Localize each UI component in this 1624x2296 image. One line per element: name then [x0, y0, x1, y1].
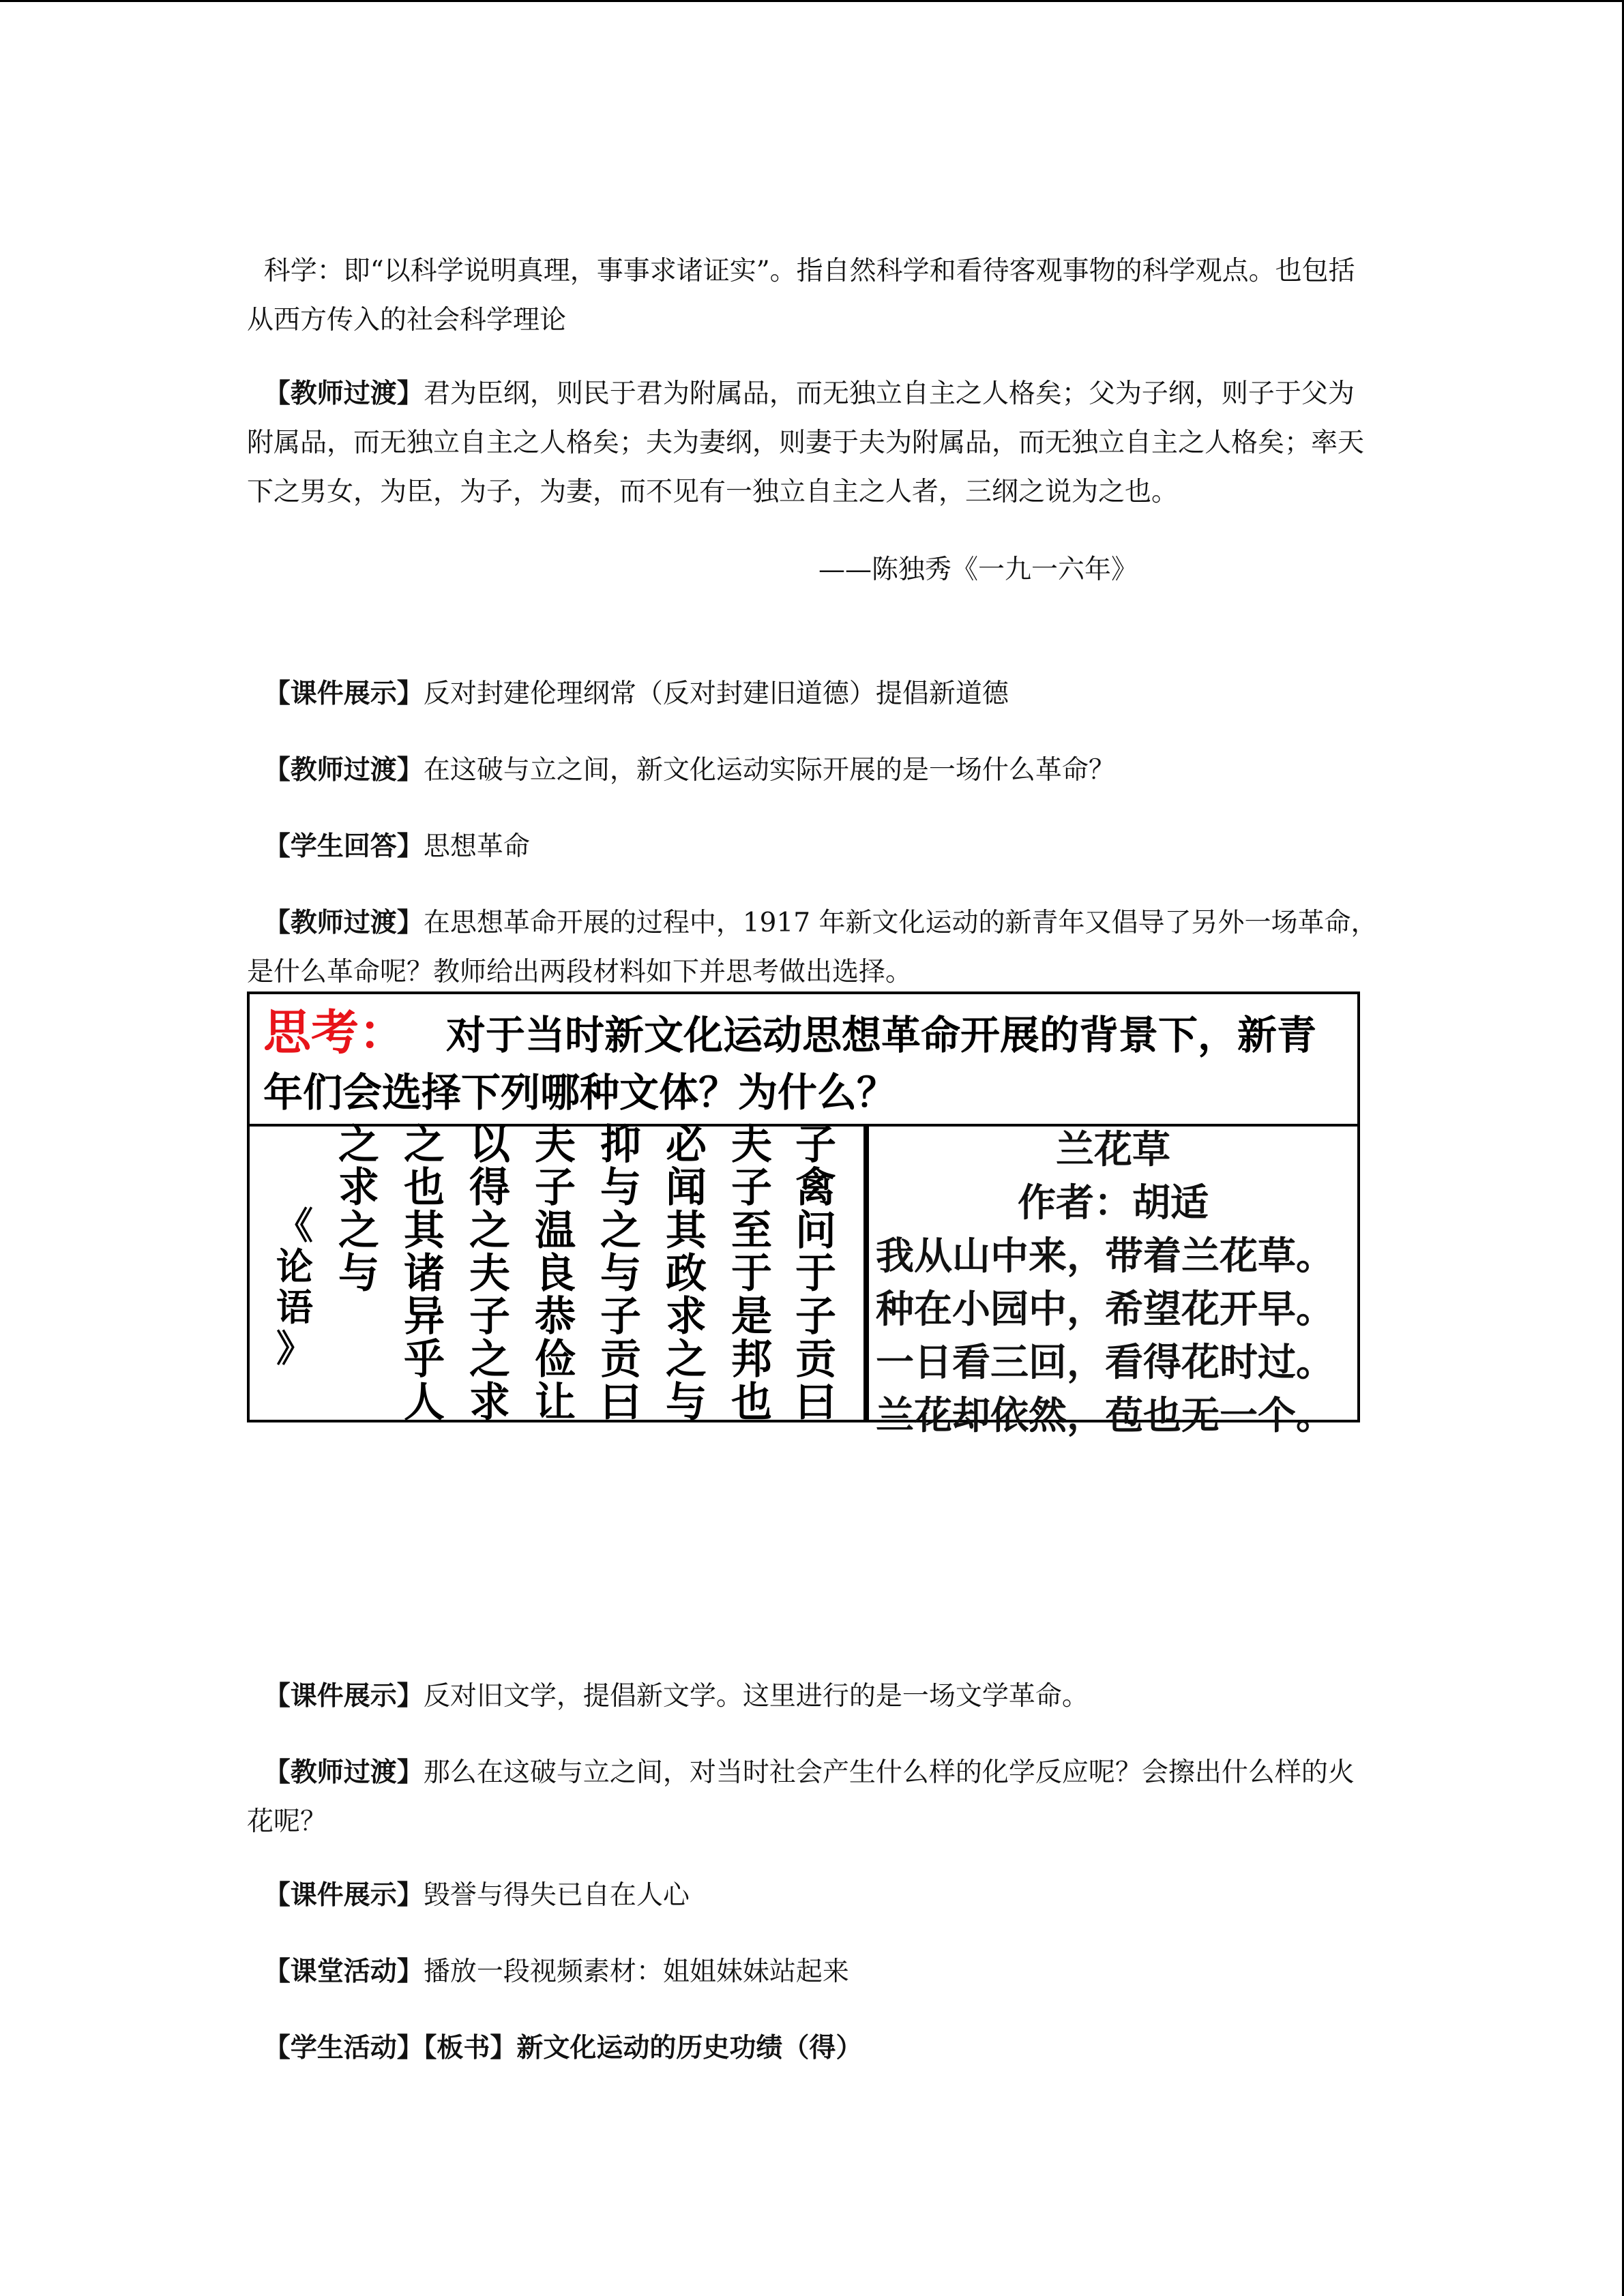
- figure-divider: [863, 1124, 869, 1420]
- teacher-transition-paragraph: [247, 850, 1379, 997]
- vertical-char: 》: [276, 1327, 313, 1370]
- paragraph-text: 反对旧文学，提倡新文学。这里进行的是一场文学革命。: [423, 1681, 1089, 1712]
- paragraph-text: 毁誉与得失已自在人心: [423, 1880, 690, 1911]
- vertical-char: 子: [535, 1164, 576, 1212]
- figure-question-header: [250, 994, 1357, 1127]
- poem-line: 兰花却依然，苞也无一个。: [876, 1394, 1334, 1438]
- lunyu-column: [457, 1121, 522, 1427]
- vertical-char: 其: [666, 1207, 707, 1255]
- paragraph-tag: 【教师过渡】: [263, 908, 424, 938]
- lunyu-column-text: [326, 1121, 392, 1298]
- poem-author: 作者：胡适: [1018, 1181, 1209, 1225]
- lunyu-column-text: [588, 1121, 653, 1427]
- lunyu-column-text: [719, 1121, 784, 1427]
- thinking-figure: [247, 992, 1360, 1438]
- board-heading: 新文化运动的历史功绩（得）: [516, 2033, 863, 2063]
- vertical-char: 夫: [469, 1250, 510, 1298]
- vertical-char: 论: [276, 1245, 313, 1288]
- vertical-char: 子: [795, 1293, 836, 1341]
- vertical-char: 子: [600, 1293, 641, 1341]
- vertical-char: 之: [404, 1121, 445, 1169]
- poem-title: 兰花草: [1056, 1128, 1170, 1172]
- vertical-char: 求: [469, 1379, 510, 1427]
- vertical-char: 之: [338, 1121, 379, 1169]
- lunyu-column: [588, 1121, 653, 1427]
- vertical-char: 人: [404, 1379, 445, 1427]
- vertical-char: 于: [731, 1250, 772, 1298]
- orchid-poem: [869, 1124, 1357, 1438]
- poem-line: 种在小园中，希望花开早。: [876, 1287, 1334, 1332]
- vertical-char: 夫: [731, 1121, 772, 1169]
- lunyu-source-column: [262, 1206, 327, 1369]
- vertical-char: 曰: [600, 1379, 641, 1427]
- paragraph-tag: 【课件展示】: [263, 1681, 424, 1712]
- vertical-char: 之: [600, 1207, 641, 1255]
- lunyu-column: [392, 1121, 457, 1427]
- poem-line: 我从山中来，带着兰花草。: [876, 1234, 1334, 1279]
- vertical-char: 之: [469, 1207, 510, 1255]
- paragraph-tag: 【学生回答】: [263, 831, 424, 862]
- vertical-char: 《: [276, 1204, 313, 1247]
- vertical-char: 是: [731, 1293, 772, 1341]
- paragraph-text: 那么在这破与立之间，对当时社会产生什么样的化学反应呢？会擦出什么样的火花呢？: [247, 1757, 1355, 1837]
- vertical-char: 求: [338, 1164, 379, 1212]
- vertical-char: 子: [731, 1164, 772, 1212]
- lunyu-column: [653, 1121, 719, 1427]
- lunyu-column: [783, 1121, 848, 1427]
- poem-line: 一日看三回，看得花时过。: [876, 1341, 1334, 1385]
- paragraph-text: 君为臣纲，则民于君为附属品，而无独立自主之人格矣；父为子纲，则子于父为附属品，而无独立自主之人格矣；夫为妻纲，则妻于夫为附属品，而无独立自主之人格矣；率天下之男女，为臣，为子，为妻，而不见有一独立自主之人者，三纲之说为之也。: [247, 378, 1365, 507]
- paragraph-text: 播放一段视频素材：姐姐妹妹站起来: [423, 1956, 849, 1987]
- vertical-char: 俭: [535, 1336, 576, 1384]
- vertical-char: 闻: [666, 1164, 707, 1212]
- vertical-char: 与: [600, 1164, 641, 1212]
- paragraph-tag: 【教师过渡】: [263, 755, 424, 786]
- vertical-char: 曰: [795, 1379, 836, 1427]
- vertical-char: 以: [469, 1121, 510, 1169]
- vertical-char: 异: [404, 1293, 445, 1341]
- lunyu-column: [719, 1121, 784, 1427]
- vertical-char: 语: [276, 1286, 313, 1329]
- vertical-char: 之: [666, 1336, 707, 1384]
- figure-question: 对于当时新文化运动思想革命开展的背景下，新青年们会选择下列哪种文体？为什么？: [263, 1012, 1317, 1116]
- vertical-char: 至: [731, 1207, 772, 1255]
- vertical-char: 之: [469, 1336, 510, 1384]
- paragraph-tag: 【教师过渡】: [263, 1757, 424, 1788]
- vertical-char: 贡: [795, 1336, 836, 1384]
- vertical-char: 良: [535, 1250, 576, 1298]
- vertical-char: 之: [338, 1207, 379, 1255]
- vertical-char: 与: [666, 1379, 707, 1427]
- vertical-char: 也: [404, 1164, 445, 1212]
- vertical-char: 恭: [535, 1293, 576, 1341]
- vertical-char: 夫: [535, 1121, 576, 1169]
- vertical-char: 求: [666, 1293, 707, 1341]
- paragraph-tag: 【学生活动】: [263, 2033, 424, 2063]
- vertical-char: 贡: [600, 1336, 641, 1384]
- paragraph-text: 在思想革命开展的过程中，1917 年新文化运动的新青年又倡导了另外一场革命，是什么革命呢？教师给出两段材料如下并思考做出选择。: [247, 908, 1378, 987]
- paragraph-text: 在这破与立之间，新文化运动实际开展的是一场什么革命？: [423, 755, 1115, 786]
- paragraph-text: 思想革命: [423, 831, 530, 862]
- vertical-char: 温: [535, 1207, 576, 1255]
- teacher-transition-paragraph: [247, 320, 1379, 517]
- page-top-border: [0, 0, 1624, 2]
- lunyu-excerpt: [250, 1121, 863, 1427]
- lunyu-column-text: [522, 1121, 588, 1427]
- paragraph-tag: 【课堂活动】: [263, 1956, 424, 1987]
- quote-source: ——陈独秀《一九一六年》: [818, 554, 1138, 585]
- lunyu-column-text: [653, 1121, 719, 1427]
- vertical-char: 与: [338, 1250, 379, 1298]
- lunyu-source: [262, 1206, 327, 1369]
- lunyu-column-text: [457, 1121, 522, 1427]
- vertical-char: 子: [469, 1293, 510, 1341]
- paragraph-tag: 【课件展示】: [263, 1880, 424, 1911]
- vertical-char: 得: [469, 1164, 510, 1212]
- paragraph-tag: 【课件展示】: [263, 679, 424, 709]
- vertical-char: 与: [600, 1250, 641, 1298]
- vertical-char: 政: [666, 1250, 707, 1298]
- paragraph-text: 科学：即“以科学说明真理，事事求诸证实”。指自然科学和看待客观事物的科学观点。也包括从西方传入的社会科学理论: [247, 256, 1355, 336]
- vertical-char: 必: [666, 1121, 707, 1169]
- vertical-char: 禽: [795, 1164, 836, 1212]
- paragraph-tag: 【教师过渡】: [263, 378, 424, 409]
- vertical-char: 邦: [731, 1336, 772, 1384]
- think-label: 思考：: [263, 1004, 407, 1060]
- vertical-char: 让: [535, 1379, 576, 1427]
- vertical-char: 抑: [600, 1121, 641, 1169]
- vertical-char: 于: [795, 1250, 836, 1298]
- paragraph-text: 反对封建伦理纲常（反对封建旧道德）提倡新道德: [423, 679, 1009, 709]
- vertical-char: 也: [731, 1379, 772, 1427]
- student-activity-paragraph: [247, 1975, 1379, 2073]
- lunyu-column-text: [392, 1121, 457, 1427]
- lunyu-column: [522, 1121, 588, 1427]
- vertical-char: 问: [795, 1207, 836, 1255]
- board-tag: 【板书】: [423, 2033, 517, 2063]
- vertical-char: 诸: [404, 1250, 445, 1298]
- vertical-char: 其: [404, 1207, 445, 1255]
- lunyu-column: [326, 1121, 392, 1298]
- lunyu-column-text: [783, 1121, 848, 1427]
- vertical-char: 子: [795, 1121, 836, 1169]
- vertical-char: 乎: [404, 1336, 445, 1384]
